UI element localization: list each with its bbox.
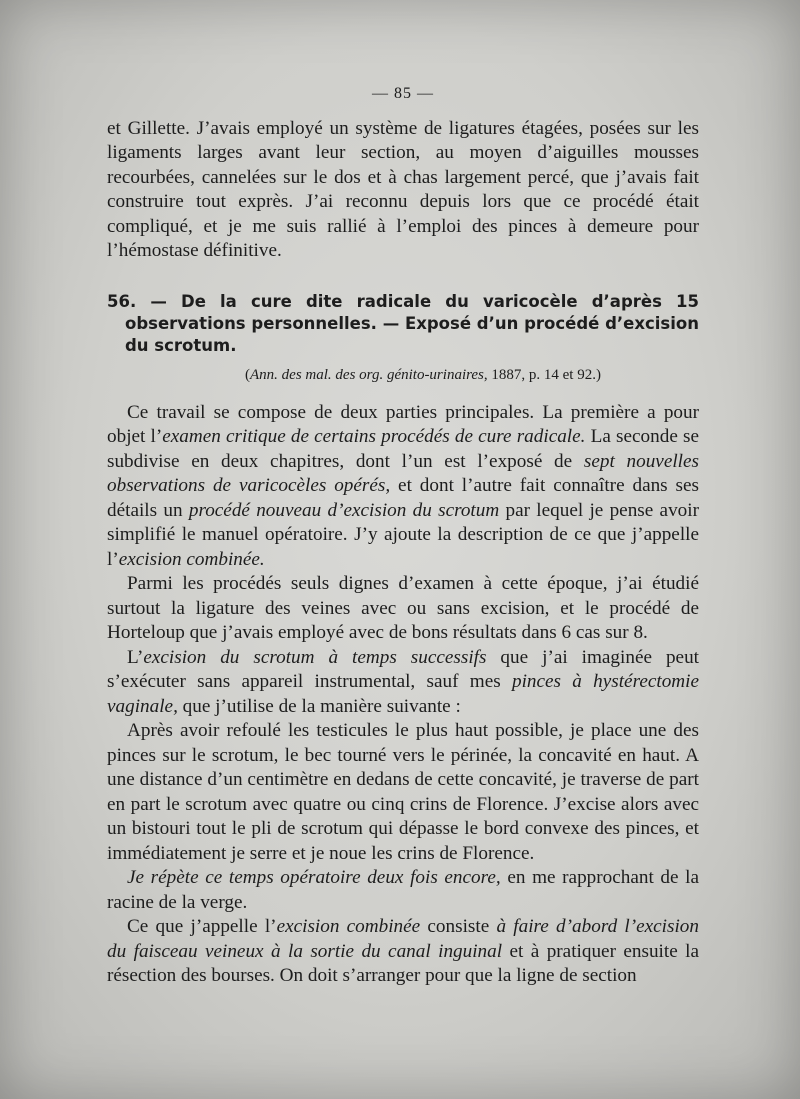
text-span: et à pratiquer ensuite la résection des bourses. On doit s’arranger pour que la ligne de section <box>107 940 699 986</box>
reference-open: ( <box>245 366 251 383</box>
bibliographic-reference <box>147 365 699 385</box>
text-span: La seconde se subdivise en deux chapitres, dont l’un est l’exposé de <box>107 426 699 472</box>
section-heading: 56. — De la cure dite radicale du varicocèle d’après 15 observations personnelles. — Exposé d’un procédé d’excision du scrotum. <box>107 291 699 355</box>
paragraph-4: Après avoir refoulé les testicules le plus haut possible, je place une des pinces sur le scrotum, le bec tourné vers le périnée, la concavité en haut. A une distance d’un centimètre en dedans de cette concavité, je traverse de part en part le scrotum avec quatre ou cinq crins de Florence. J’excise alors avec un bistouri tout le pli de scrotum qui dépasse le bord convexe des pinces, et immédiatement je serre et je noue les crins de Florence. <box>107 720 699 864</box>
reference-journal: Ann. des mal. des org. génito-urinaires <box>250 366 484 383</box>
reference-details: , 1887, p. 14 et 92.) <box>483 366 601 383</box>
text-span: en me rapprochant de la racine de la verge. <box>107 867 700 913</box>
paragraph-5 <box>107 866 699 915</box>
text-span: que j’ai imaginée peut s’exécuter sans appareil instrumental, sauf mes <box>107 646 699 692</box>
page-content <box>107 82 699 989</box>
paragraph-1 <box>107 401 699 573</box>
text-span: Ce travail se compose de deux parties principales. La première a pour objet l’ <box>107 401 699 447</box>
text-span: Ce que j’appelle l’ <box>127 916 277 937</box>
italic-span: à faire d’abord l’excision du faisceau veineux à la sortie du canal inguinal <box>107 916 699 962</box>
italic-span: pinces à hystérectomie vaginale, <box>107 671 699 717</box>
text-span: que j’utilise de la manière suivante : <box>177 695 461 717</box>
italic-span: excision combinée. <box>118 548 265 570</box>
text-span: L’ <box>127 646 144 668</box>
italic-span: sept nouvelles observations de varicocèles opérés, <box>107 450 699 496</box>
text-span: et dont l’autre fait connaître dans ses détails un <box>107 475 699 521</box>
italic-span: excision combinée <box>276 916 421 937</box>
paragraph-3 <box>107 646 699 720</box>
paragraph-2: Parmi les procédés seuls dignes d’examen à cette époque, j’ai étudié surtout la ligature des veines avec ou sans excision, et le procédé de Horteloup que j’avais employé avec de bons résultats dans 6 cas sur 8. <box>107 573 699 643</box>
paragraph-6 <box>107 915 699 989</box>
intro-paragraph: et Gillette. J’avais employé un système de ligatures étagées, posées sur les ligaments larges avant leur section, au moyen d’aiguilles mousses recourbées, cannelées sur le dos et à chas largement percé, que j’avais fait construire tout exprès. J’ai reconnu depuis lors que ce procédé était compliqué, et je me suis rallié à l’emploi des pinces à demeure pour l’hémostase définitive. <box>107 117 699 261</box>
italic-span: Je répète ce temps opératoire deux fois encore, <box>127 867 501 888</box>
page-number: — 85 — <box>372 85 434 102</box>
text-span: par lequel je pense avoir simplifié le manuel opératoire. J’y ajoute la description de ce que j’appelle l’ <box>107 499 699 570</box>
text-span: consiste <box>420 916 497 937</box>
italic-span: excision du scrotum à temps successifs <box>143 646 487 668</box>
italic-span: procédé nouveau d’excision du scrotum <box>188 499 500 521</box>
italic-span: examen critique de certains procédés de cure radicale. <box>162 426 586 447</box>
